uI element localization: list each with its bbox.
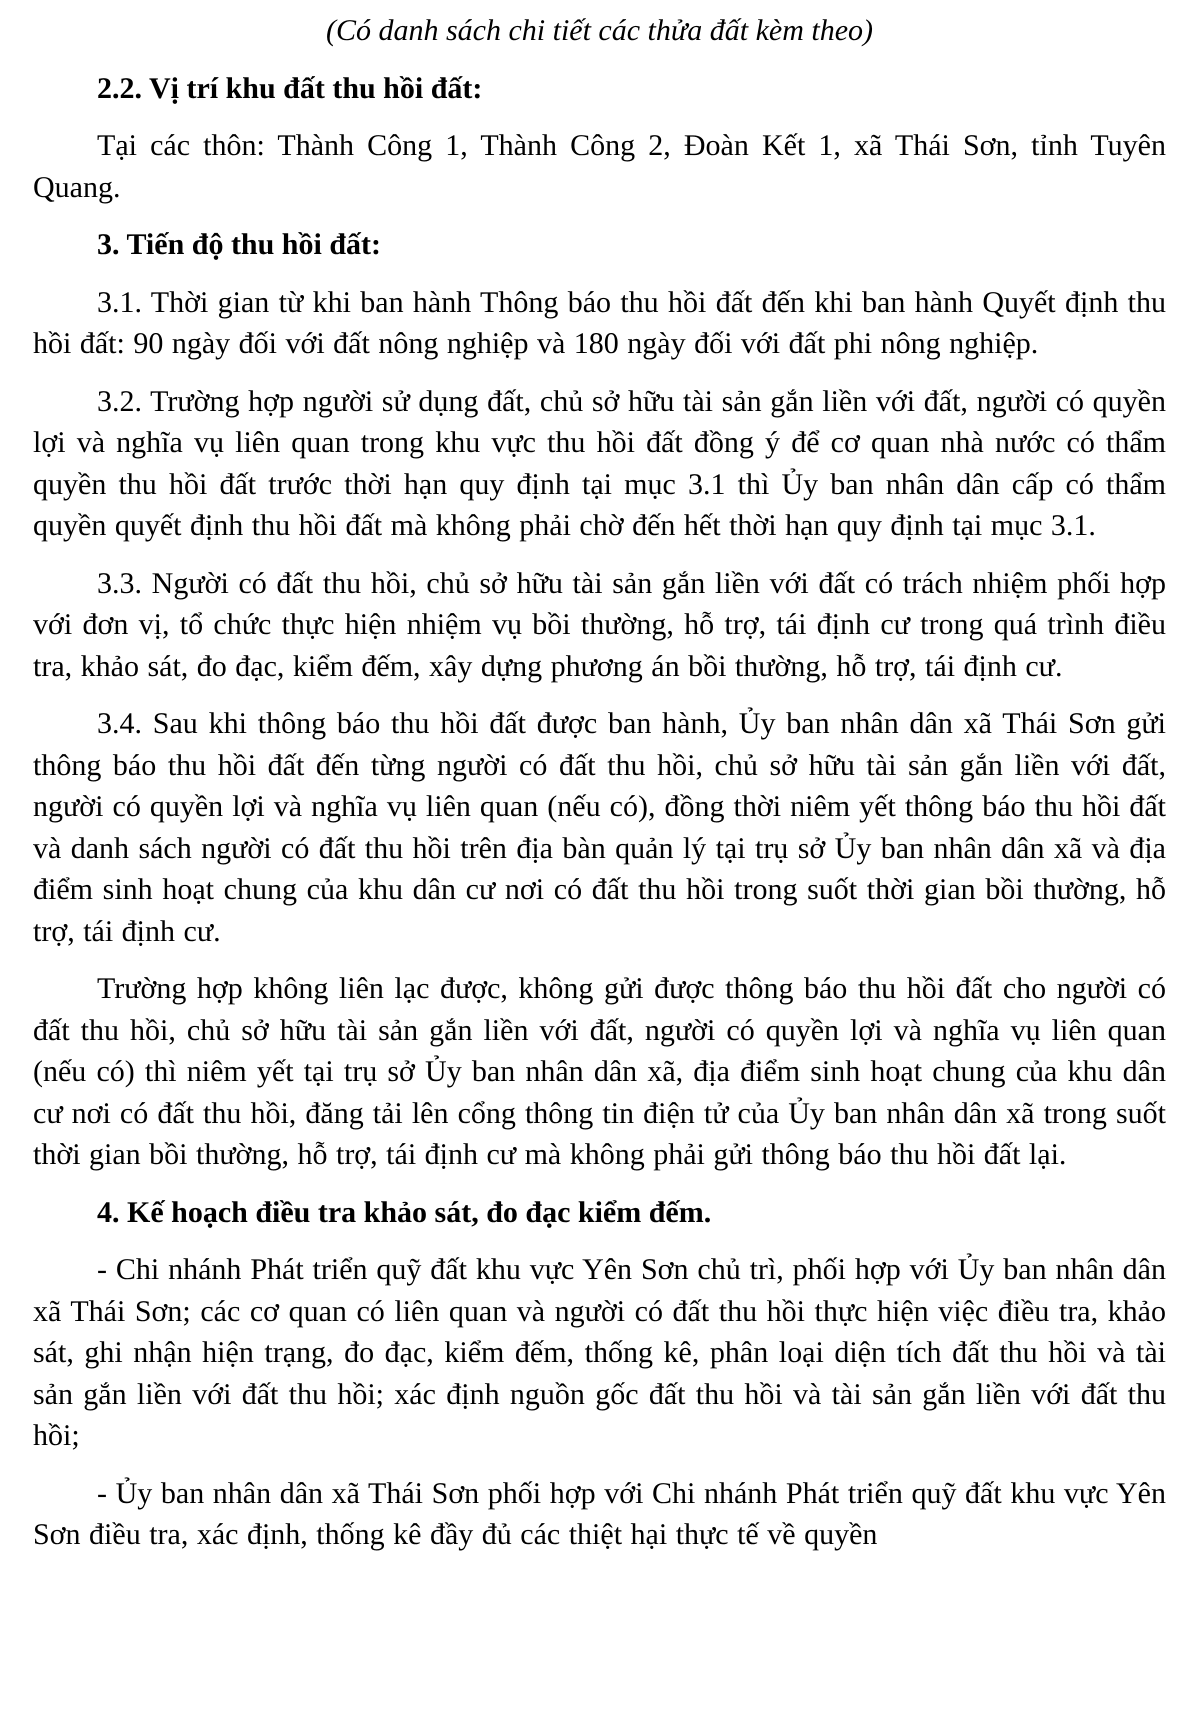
attachment-note: (Có danh sách chi tiết các thửa đất kèm theo) [325, 14, 874, 47]
section-heading-2-2: 2.2. Vị trí khu đất thu hồi đất: [97, 71, 483, 105]
paragraph-land-fund-branch: - Chi nhánh Phát triển quỹ đất khu vực Yên Sơn chủ trì, phối hợp với Ủy ban nhân dân xã Thái Sơn; các cơ quan có liên quan và người có đất thu hồi thực hiện việc điều tra, khảo sát, ghi nhận hiện trạng, đo đạc, kiểm đếm, thống kê, phân loại diện tích đất thu hồi và tài sản gắn liền với đất thu hồi; xác định nguồn gốc đất thu hồi và tài sản gắn liền với đất thu hồi; [33, 1253, 1166, 1452]
paragraph-3-3: 3.3. Người có đất thu hồi, chủ sở hữu tài sản gắn liền với đất có trách nhiệm phối hợp với đơn vị, tổ chức thực hiện nhiệm vụ bồi thường, hỗ trợ, tái định cư trong quá trình điều tra, khảo sát, đo đạc, kiểm đếm, xây dựng phương án bồi thường, hỗ trợ, tái định cư. [33, 566, 1166, 683]
paragraph-3-2: 3.2. Trường hợp người sử dụng đất, chủ sở hữu tài sản gắn liền với đất, người có quyền lợi và nghĩa vụ liên quan trong khu vực thu hồi đất đồng ý để cơ quan nhà nước có thẩm quyền thu hồi đất trước thời hạn quy định tại mục 3.1 thì Ủy ban nhân dân cấp có thẩm quyền quyết định thu hồi đất mà không phải chờ đến hết thời hạn quy định tại mục 3.1. [33, 384, 1166, 542]
section-heading-4: 4. Kế hoạch điều tra khảo sát, đo đạc kiểm đếm. [97, 1195, 712, 1229]
paragraph-3-4: 3.4. Sau khi thông báo thu hồi đất được ban hành, Ủy ban nhân dân xã Thái Sơn gửi thông báo thu hồi đất đến từng người có đất thu hồi, chủ sở hữu tài sản gắn liền với đất, người có quyền lợi và nghĩa vụ liên quan (nếu có), đồng thời niêm yết thông báo thu hồi đất và danh sách người có đất thu hồi trên địa bàn quản lý tại trụ sở Ủy ban nhân dân xã và địa điểm sinh hoạt chung của khu dân cư nơi có đất thu hồi trong suốt thời gian bồi thường, hỗ trợ, tái định cư. [33, 707, 1166, 948]
paragraph-location: Tại các thôn: Thành Công 1, Thành Công 2, Đoàn Kết 1, xã Thái Sơn, tỉnh Tuyên Quang. [33, 129, 1166, 204]
paragraph-commune-committee: - Ủy ban nhân dân xã Thái Sơn phối hợp với Chi nhánh Phát triển quỹ đất khu vực Yên Sơn điều tra, xác định, thống kê đầy đủ các thiệt hại thực tế về quyền [33, 1476, 1166, 1551]
paragraph-3-1: 3.1. Thời gian từ khi ban hành Thông báo thu hồi đất đến khi ban hành Quyết định thu hồi đất: 90 ngày đối với đất nông nghiệp và 180 ngày đối với đất phi nông nghiệp. [33, 285, 1166, 360]
section-heading-3: 3. Tiến độ thu hồi đất: [97, 228, 381, 261]
paragraph-no-contact: Trường hợp không liên lạc được, không gửi được thông báo thu hồi đất cho người có đất thu hồi, chủ sở hữu tài sản gắn liền với đất, người có quyền lợi và nghĩa vụ liên quan (nếu có) thì niêm yết tại trụ sở Ủy ban nhân dân xã, địa điểm sinh hoạt chung của khu dân cư nơi có đất thu hồi, đăng tải lên cổng thông tin điện tử của Ủy ban nhân dân xã trong suốt thời gian bồi thường, hỗ trợ, tái định cư mà không phải gửi thông báo thu hồi đất lại. [33, 972, 1166, 1171]
